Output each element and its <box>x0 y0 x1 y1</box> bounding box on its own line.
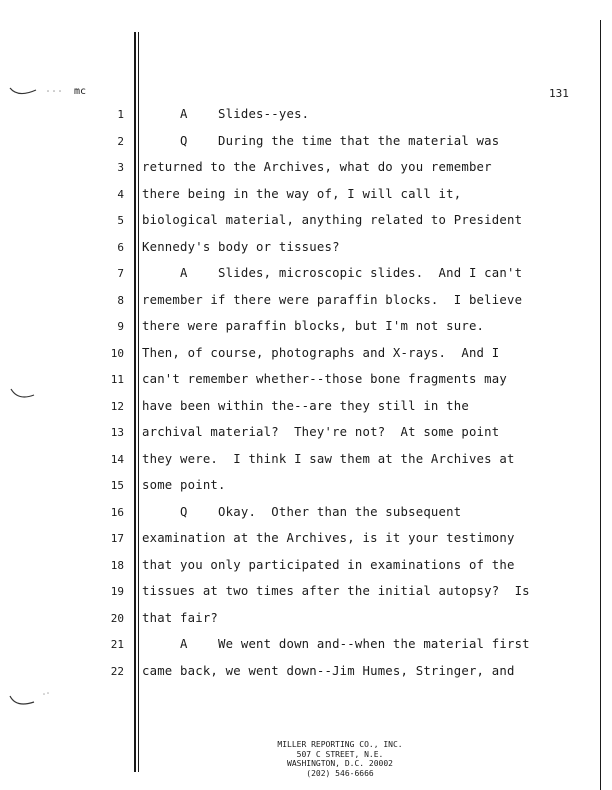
line-text: can't remember whether--those bone fragments may <box>142 372 507 386</box>
line-text: some point. <box>142 478 226 492</box>
transcript-line <box>0 367 612 393</box>
transcript-line <box>0 341 612 367</box>
line-text: A Slides--yes. <box>142 107 310 121</box>
transcript-line <box>0 288 612 314</box>
line-number: 6 <box>117 240 124 254</box>
transcript-line <box>0 553 612 579</box>
footer-city: WASHINGTON, D.C. 20002 <box>287 759 393 768</box>
line-text: there were paraffin blocks, but I'm not sure. <box>142 319 485 333</box>
transcript-line <box>0 526 612 552</box>
line-number: 11 <box>110 373 124 386</box>
line-number: 12 <box>110 399 124 413</box>
transcript-line <box>0 314 612 340</box>
transcript-line <box>0 632 612 658</box>
transcript-line <box>0 155 612 181</box>
transcript-line <box>0 659 612 685</box>
line-text: that you only participated in examinations of the <box>142 557 515 572</box>
reporter-initials: mc <box>74 86 87 97</box>
transcript-line <box>0 420 612 446</box>
transcript-line <box>0 473 612 499</box>
line-number: 21 <box>110 638 124 651</box>
transcript-line <box>0 261 612 287</box>
line-text: examination at the Archives, is it your testimony <box>142 531 515 545</box>
line-text: returned to the Archives, what do you remember <box>142 160 492 174</box>
transcript-line <box>0 129 612 155</box>
line-number: 2 <box>117 134 124 148</box>
footer-street: 507 C STREET, N.E. <box>296 749 384 759</box>
transcript-line <box>0 394 612 420</box>
line-text: Kennedy's body or tissues? <box>142 239 340 254</box>
line-text: archival material? They're not? At some point <box>142 425 500 439</box>
line-number: 1 <box>117 108 124 121</box>
line-number: 22 <box>110 664 124 678</box>
line-text: Q Okay. Other than the subsequent <box>142 504 462 519</box>
line-text: tissues at two times after the initial autopsy? Is <box>142 584 530 598</box>
transcript-line <box>0 579 612 605</box>
line-number: 13 <box>110 426 124 439</box>
line-text: that fair? <box>142 610 219 625</box>
transcript-line <box>0 606 612 632</box>
transcript-line <box>0 182 612 208</box>
line-number: 17 <box>110 532 124 545</box>
line-text: biological material, anything related to President <box>142 213 523 227</box>
line-text: have been within the--are they still in the <box>142 398 469 413</box>
line-number: 19 <box>110 585 124 598</box>
line-text: Q During the time that the material was <box>142 133 500 148</box>
punch-mark-top <box>8 84 68 100</box>
transcript-line <box>0 500 612 526</box>
line-text: A Slides, microscopic slides. And I can't <box>142 266 523 280</box>
line-text: there being in the way of, I will call it, <box>142 186 462 201</box>
line-number: 3 <box>117 161 124 174</box>
line-number: 16 <box>110 505 124 519</box>
footer-company: MILLER REPORTING CO., INC. <box>277 740 403 749</box>
line-text: remember if there were paraffin blocks. I believe <box>142 292 523 307</box>
line-number: 5 <box>117 214 124 227</box>
footer-phone: (202) 546-6666 <box>306 768 374 778</box>
transcript-line <box>0 447 612 473</box>
punch-mark-bottom <box>8 688 58 712</box>
line-number: 9 <box>117 320 124 333</box>
reporter-footer <box>240 740 440 778</box>
line-number: 20 <box>110 611 124 625</box>
line-number: 10 <box>110 346 124 360</box>
line-number: 4 <box>117 187 124 201</box>
line-number: 15 <box>110 479 124 492</box>
line-text: they were. I think I saw them at the Archives at <box>142 451 515 466</box>
line-number: 18 <box>110 558 124 572</box>
line-text: came back, we went down--Jim Humes, Stringer, and <box>142 663 515 678</box>
line-number: 14 <box>110 452 124 466</box>
line-text: A We went down and--when the material first <box>142 637 530 651</box>
line-number: 8 <box>117 293 124 307</box>
page-number: 131 <box>549 87 569 100</box>
transcript-line <box>0 208 612 234</box>
line-text: Then, of course, photographs and X-rays. And I <box>142 345 500 360</box>
transcript-line <box>0 235 612 261</box>
line-number: 7 <box>117 267 124 280</box>
transcript-line <box>0 102 612 128</box>
